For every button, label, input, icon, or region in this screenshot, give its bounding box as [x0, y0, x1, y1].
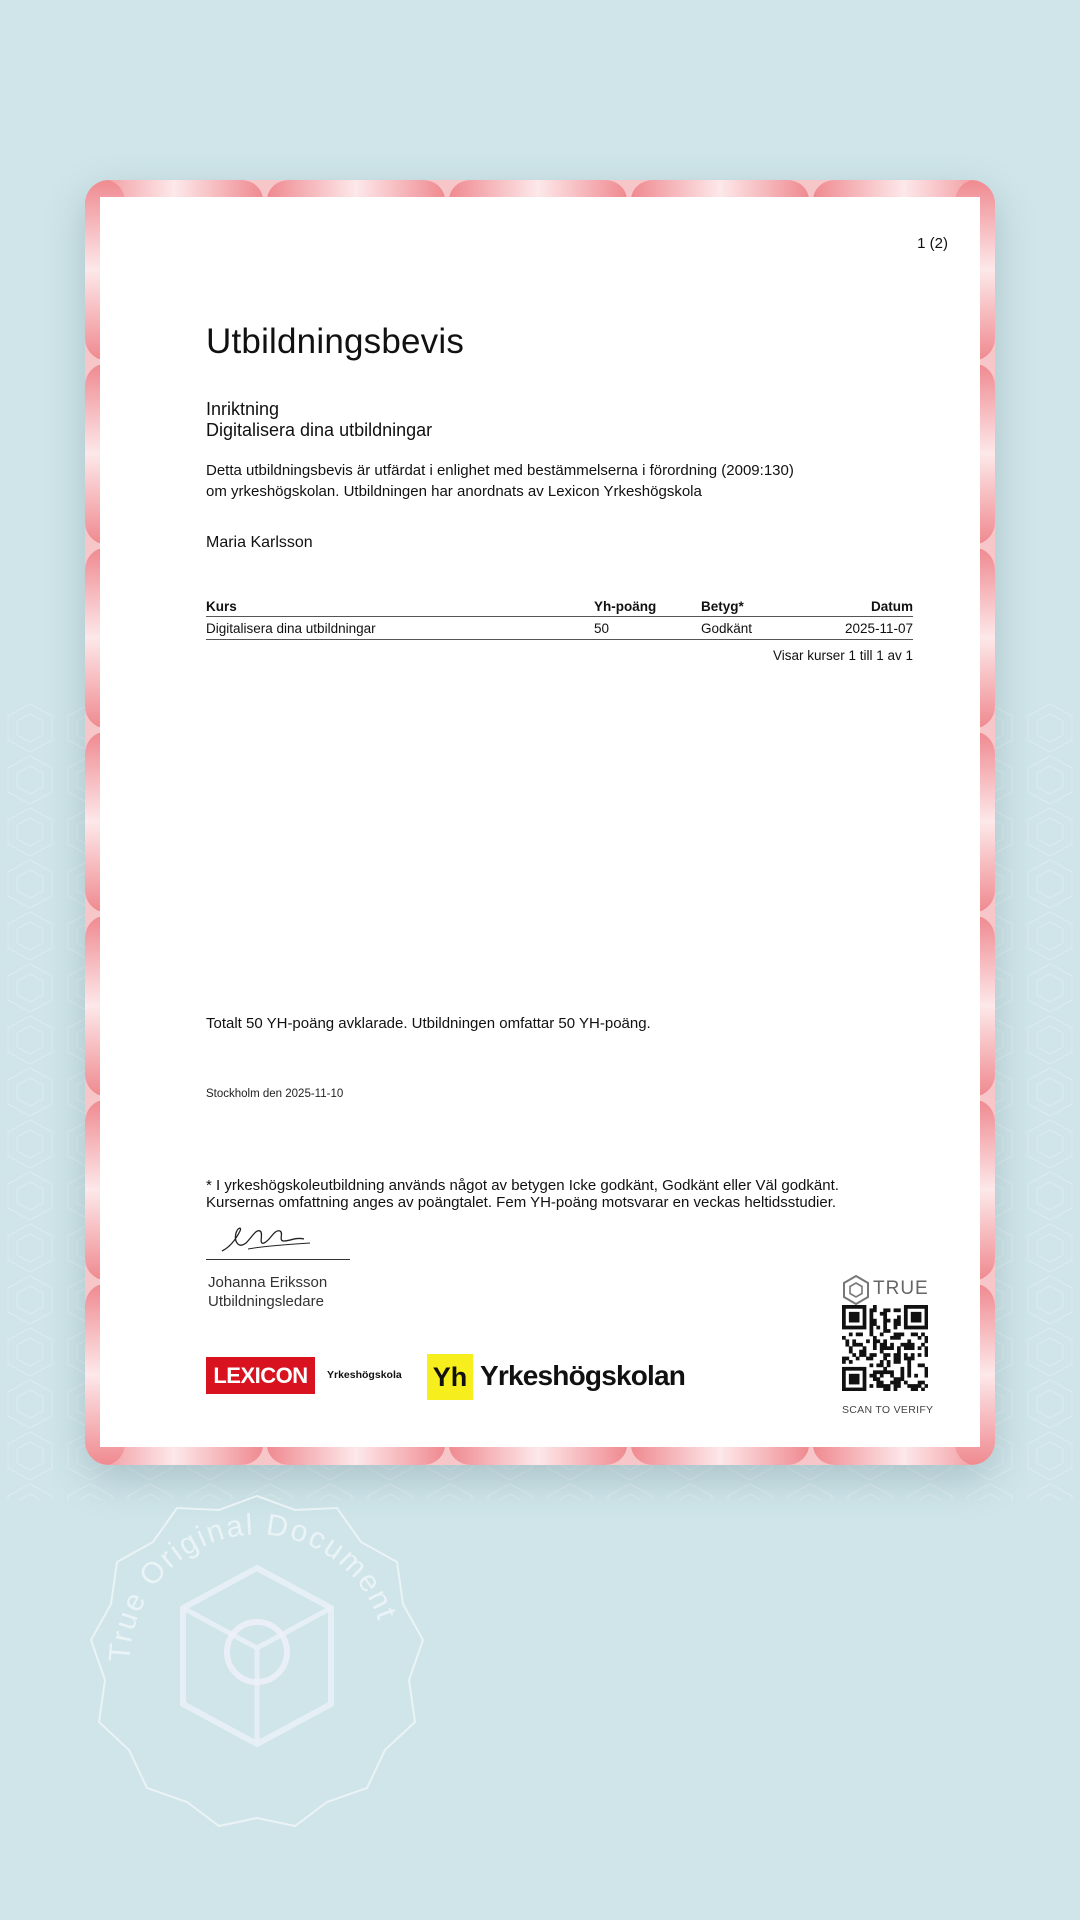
- true-original-seal: [85, 1490, 430, 1835]
- qr-code[interactable]: [842, 1305, 928, 1391]
- place-date: Stockholm den 2025-11-10: [206, 1088, 344, 1100]
- footnote-line-2: Kursernas omfattning anges av poängtalet. Fem YH-poäng motsvarar en veckas heltidsstudier.: [206, 1194, 837, 1211]
- column-header-grade: Betyg*: [701, 597, 811, 617]
- total-points-text: Totalt 50 YH-poäng avklarade. Utbildningen omfattar 50 YH-poäng.: [206, 1015, 651, 1032]
- footnote-line-1: * I yrkeshögskoleutbildning används något av betygen Icke godkänt, Godkänt eller Väl godkänt.: [206, 1177, 839, 1194]
- cell-course: Digitalisera dina utbildningar: [206, 617, 594, 640]
- decree-text: [206, 460, 846, 502]
- certificate-paper: [85, 180, 995, 1465]
- signature-line: [206, 1259, 350, 1260]
- student-name: Maria Karlsson: [206, 534, 313, 551]
- signer-title: Utbildningsledare: [208, 1293, 324, 1310]
- certificate-sheet: [100, 197, 980, 1447]
- decree-line-1: Detta utbildningsbevis är utfärdat i enlighet med bestämmelserna i förordning (2009:130): [206, 462, 794, 479]
- true-logo-icon: [842, 1275, 870, 1305]
- seal-text: True Original Document: [103, 1508, 404, 1664]
- page-number: 1 (2): [917, 235, 948, 252]
- cell-grade: Godkänt: [701, 617, 811, 640]
- course-table: [206, 597, 913, 640]
- lexicon-logo: LEXICON: [206, 1357, 315, 1394]
- signer-name: Johanna Eriksson: [208, 1274, 328, 1291]
- cell-date: 2025-11-07: [811, 617, 913, 640]
- lexicon-subtitle: Yrkeshögskola: [327, 1369, 402, 1381]
- true-logo-text: TRUE: [873, 1278, 929, 1299]
- page-title: Utbildningsbevis: [206, 322, 465, 361]
- signature-image: [218, 1219, 318, 1259]
- table-count-text: Visar kurser 1 till 1 av 1: [772, 648, 913, 663]
- svg-text:True Original Document: [103, 1508, 403, 1663]
- scan-to-verify-label: SCAN TO VERIFY: [842, 1404, 934, 1416]
- orientation-label: Inriktning: [206, 399, 280, 419]
- yh-logo-mark: Yh: [427, 1354, 473, 1400]
- table-row: [206, 617, 913, 640]
- yh-logo-text: Yrkeshögskolan: [480, 1360, 686, 1391]
- column-header-course: Kurs: [206, 597, 594, 617]
- orientation-value: Digitalisera dina utbildningar: [206, 420, 433, 440]
- column-header-date: Datum: [811, 597, 913, 617]
- cell-points: 50: [594, 617, 701, 640]
- decree-line-2: om yrkeshögskolan. Utbildningen har anordnats av Lexicon Yrkeshögskola: [206, 483, 702, 500]
- column-header-points: Yh-poäng: [594, 597, 701, 617]
- table-header-row: [206, 597, 913, 617]
